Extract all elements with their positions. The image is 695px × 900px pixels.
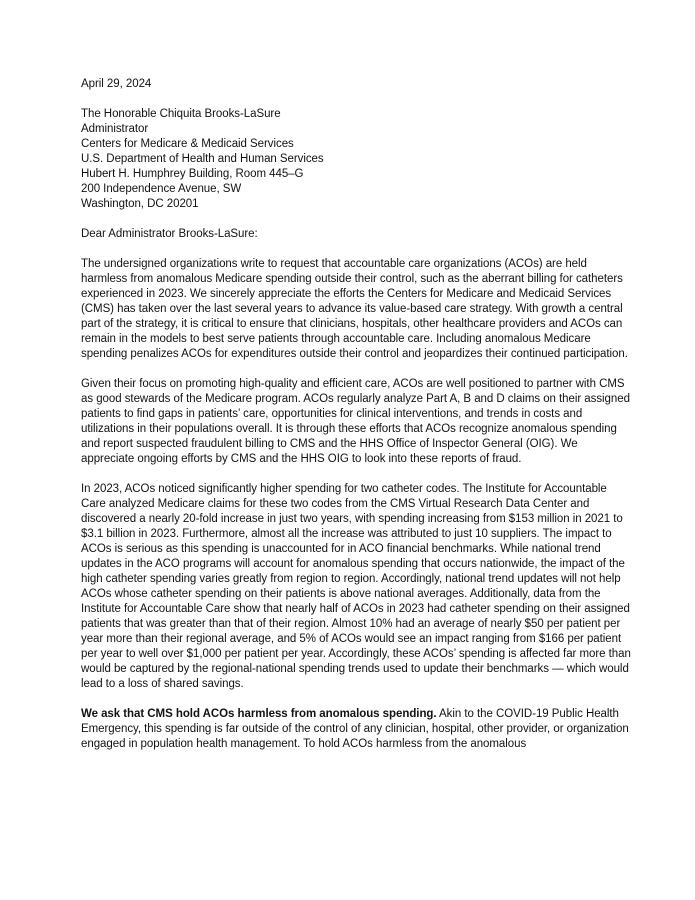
paragraph-3 xyxy=(81,482,631,692)
paragraph-4-bold-lead: We ask that CMS hold ACOs harmless from anomalous spending. xyxy=(81,708,437,720)
paragraph-1-text: The undersigned organizations write to request that accountable care organizations (ACOs) are held harmless from anomalous Medicare spending outside their control, such as the aberrant billing for catheters experienced in 2023. We sincerely appreciate the efforts the Centers for Medicare and Medicaid Services (CMS) has taken over the last several years to advance its value-based care strategy. With growth a central part of the strategy, it is critical to ensure that clinicians, hospitals, other healthcare providers and ACOs can remain in the models to best serve patients through accountable care. Including anomalous Medicare spending penalizes ACOs for expenditures outside their control and jeopardizes their continued participation. xyxy=(81,258,628,360)
recipient-city: Washington, DC 20201 xyxy=(81,198,199,210)
paragraph-1 xyxy=(81,257,631,362)
recipient-department: U.S. Department of Health and Human Services xyxy=(81,153,324,165)
salutation: Dear Administrator Brooks-LaSure: xyxy=(81,228,258,240)
paragraph-4-text: Akin to the COVID-19 Public Health Emergency, this spending is far outside of the control of any clinician, hospital, other provider, or organization engaged in population health management. To hold ACOs harmless from the anomalous xyxy=(81,708,629,750)
recipient-address xyxy=(81,107,631,212)
paragraph-2-text: Given their focus on promoting high-quality and efficient care, ACOs are well positioned to partner with CMS as good stewards of the Medicare program. ACOs regularly analyze Part A, B and D claims on their assigned patients to find gaps in patients’ care, opportunities for clinical interventions, and trends in costs and utilizations in their populations overall. It is through these efforts that ACOs recognize anomalous spending and report suspected fraudulent billing to CMS and the HHS Office of Inspector General (OIG). We appreciate ongoing efforts by CMS and the HHS OIG to look into these reports of fraud. xyxy=(81,378,630,465)
paragraph-3-text: In 2023, ACOs noticed significantly higher spending for two catheter codes. The Institute for Accountable Care analyzed Medicare claims for these two codes from the CMS Virtual Research Data Center and discovered a nearly 20-fold increase in just two years, with spending increasing from $153 million in 2021 to $3.1 billion in 2023. Furthermore, almost all the increase was attributed to just 10 suppliers. The impact to ACOs is serious as this spending is unaccounted for in ACO financial benchmarks. While national trend updates in the ACO programs will account for anomalous spending that occurs nationwide, the impact of the high catheter spending varies greatly from region to region. Accordingly, national trend updates will not help ACOs whose catheter spending on their patients is above national averages. Additionally, data from the Institute for Accountable Care show that nearly half of ACOs in 2023 had catheter spending on their assigned patients that was greater than that of their region. Almost 10% had an average of nearly $50 per patient per year more than their regional average, and 5% of ACOs would see an impact ranging from $166 per patient per year to well over $1,000 per patient per year. Accordingly, these ACOs’ spending is affected far more than would be captured by the regional-national spending trends used to update their benchmarks — which would lead to a loss of shared savings. xyxy=(81,483,631,690)
paragraph-4 xyxy=(81,707,631,752)
letter-content xyxy=(81,77,631,752)
paragraph-2 xyxy=(81,377,631,467)
recipient-name: The Honorable Chiquita Brooks-LaSure xyxy=(81,108,281,120)
recipient-building: Hubert H. Humphrey Building, Room 445–G xyxy=(81,168,304,180)
recipient-street: 200 Independence Avenue, SW xyxy=(81,183,242,195)
recipient-title: Administrator xyxy=(81,123,149,135)
recipient-agency: Centers for Medicare & Medicaid Services xyxy=(81,138,294,150)
letter-date: April 29, 2024 xyxy=(81,78,152,90)
